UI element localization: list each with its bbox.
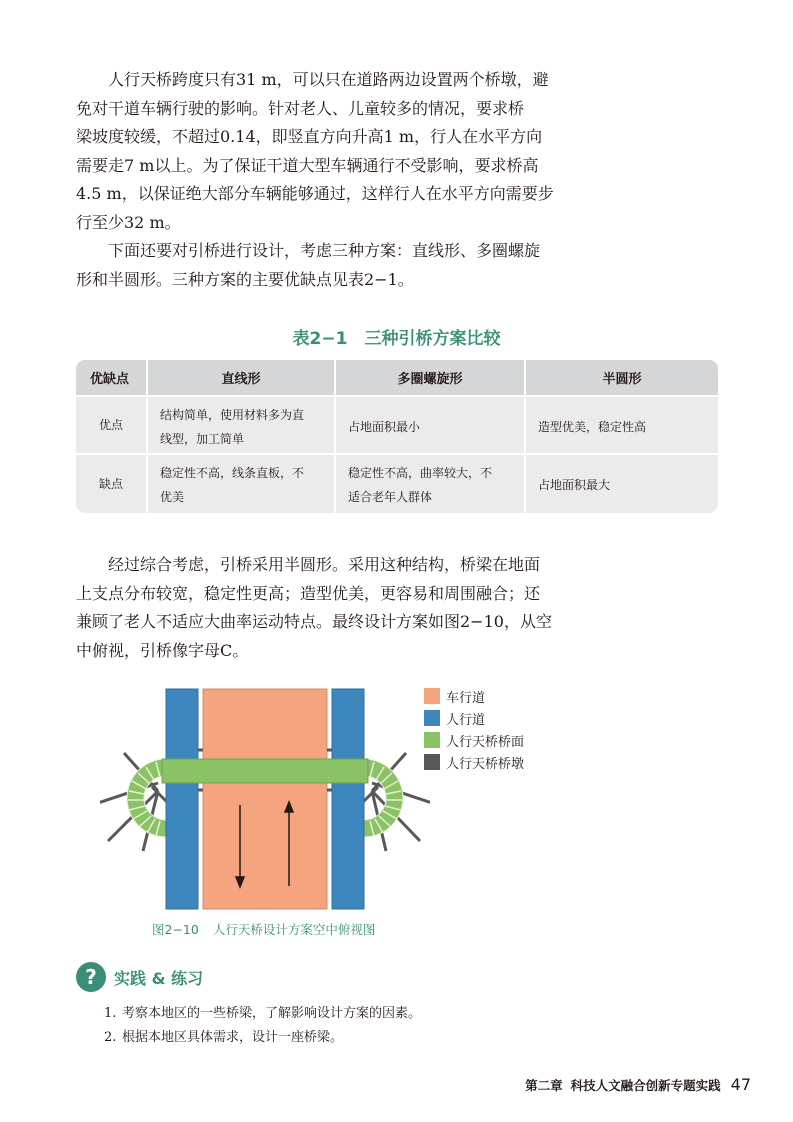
table-cell	[148, 455, 334, 513]
table-divider	[334, 360, 336, 513]
paragraph-bridge-span	[76, 66, 718, 237]
table-row-label: 缺点	[98, 477, 123, 491]
cell-line: 适合老年人群体	[348, 490, 433, 504]
cell-line: 优美	[160, 490, 185, 504]
text-line: 形和半圆形。三种方案的主要优缺点见表2−1。	[76, 269, 414, 289]
list-item-number: 2.	[104, 1030, 117, 1045]
text-line: 免对干道车辆行驶的影响。针对老人、儿童较多的情况，要求桥	[76, 98, 525, 118]
figure-caption	[152, 920, 375, 938]
legend-label: 人行天桥桥面	[446, 735, 525, 750]
legend-swatch	[424, 710, 440, 726]
text-line: 下面还要对引桥进行设计，考虑三种方案：直线形、多圈螺旋	[108, 241, 541, 260]
text-line: 经过综合考虑，引桥采用半圆形。采用这种结构，桥梁在地面	[108, 555, 541, 574]
cell-line: 稳定性不高，曲率较大，不	[348, 466, 493, 480]
legend-item	[424, 688, 584, 704]
table-row	[76, 455, 718, 513]
table-row	[76, 397, 718, 453]
cell-line: 占地面积最小	[348, 420, 421, 434]
footer-title: 科技人文融合创新专题实践	[570, 1078, 721, 1093]
legend-item	[424, 754, 584, 770]
practice-list	[104, 1002, 421, 1050]
table-header-cell: 优缺点	[90, 372, 130, 387]
table-divider	[146, 360, 148, 513]
cell-line: 线型，加工简单	[160, 432, 245, 446]
text-line: 中俯视，引桥像字母C。	[76, 640, 249, 660]
list-item	[104, 1026, 421, 1050]
question-icon: ?	[76, 962, 106, 992]
paragraph-approach-design	[76, 237, 718, 294]
legend-label: 人行天桥桥墩	[446, 757, 525, 772]
text-line: 人行天桥跨度只有31 m，可以只在道路两边设置两个桥墩，避	[108, 70, 549, 89]
text-line: 梁坡度较缓，不超过0.14，即竖直方向升高1 m，行人在水平方向	[76, 127, 543, 146]
footer-chapter: 第二章	[525, 1078, 563, 1093]
legend-label: 车行道	[446, 691, 486, 706]
cell-line: 造型优美，稳定性高	[538, 420, 647, 434]
table-header-row	[76, 360, 718, 395]
table-cell	[526, 397, 718, 453]
figure-number: 图2−10	[152, 922, 199, 937]
page-number: 47	[730, 1075, 751, 1094]
table-header-cell: 多圈螺旋形	[397, 372, 463, 387]
table-title: 表2−1 三种引桥方案比较	[292, 329, 501, 349]
text-line: 需要走7 m以上。为了保证干道大型车辆通行不受影响，要求桥高	[76, 155, 539, 175]
table-divider	[524, 360, 526, 513]
table-row-label: 优点	[98, 418, 123, 432]
legend-swatch	[424, 732, 440, 748]
approach-ramp-left	[127, 759, 166, 837]
cell-line: 占地面积最大	[538, 478, 611, 492]
figure-caption-text: 人行天桥设计方案空中俯视图	[212, 922, 376, 937]
cell-line: 结构简单，使用材料多为直	[160, 408, 305, 422]
legend-item	[424, 710, 584, 726]
table-divider	[76, 395, 718, 397]
text-line: 行至少32 m。	[76, 212, 181, 232]
comparison-table	[76, 360, 718, 513]
table-cell	[336, 455, 524, 513]
bridge-plan-diagram	[100, 680, 430, 912]
table-divider	[76, 453, 718, 455]
text-line: 4.5 m，以保证绝大部分车辆能够通过，这样行人在水平方向需要步	[76, 184, 554, 203]
cell-line: 稳定性不高，线条直板，不	[160, 466, 305, 480]
paragraph-final-design	[76, 551, 718, 665]
bridge-deck	[162, 759, 368, 783]
table-header-cell: 半圆形	[602, 372, 642, 387]
legend-label: 人行道	[446, 713, 486, 728]
list-item-text: 考察本地区的一些桥梁，了解影响设计方案的因素。	[122, 1006, 422, 1021]
sidewalk-left	[166, 689, 198, 909]
text-line: 兼顾了老人不适应大曲率运动特点。最终设计方案如图2−10，从空	[76, 612, 552, 631]
list-item-number: 1.	[104, 1006, 117, 1021]
table-cell	[336, 397, 524, 453]
table-cell	[526, 455, 718, 513]
table-header-cell: 直线形	[221, 372, 261, 387]
practice-title: 实践 & 练习	[114, 969, 204, 988]
list-item	[104, 1002, 421, 1026]
legend-swatch	[424, 754, 440, 770]
list-item-text: 根据本地区具体需求，设计一座桥梁。	[122, 1030, 344, 1045]
legend-swatch	[424, 688, 440, 704]
approach-ramp-right	[364, 759, 403, 837]
table-cell	[148, 397, 334, 453]
roadway	[203, 689, 327, 909]
legend-item	[424, 732, 584, 748]
text-line: 上支点分布较宽，稳定性更高；造型优美，更容易和周围融合；还	[76, 583, 541, 603]
page-footer	[525, 1075, 751, 1094]
sidewalk-right	[332, 689, 364, 909]
